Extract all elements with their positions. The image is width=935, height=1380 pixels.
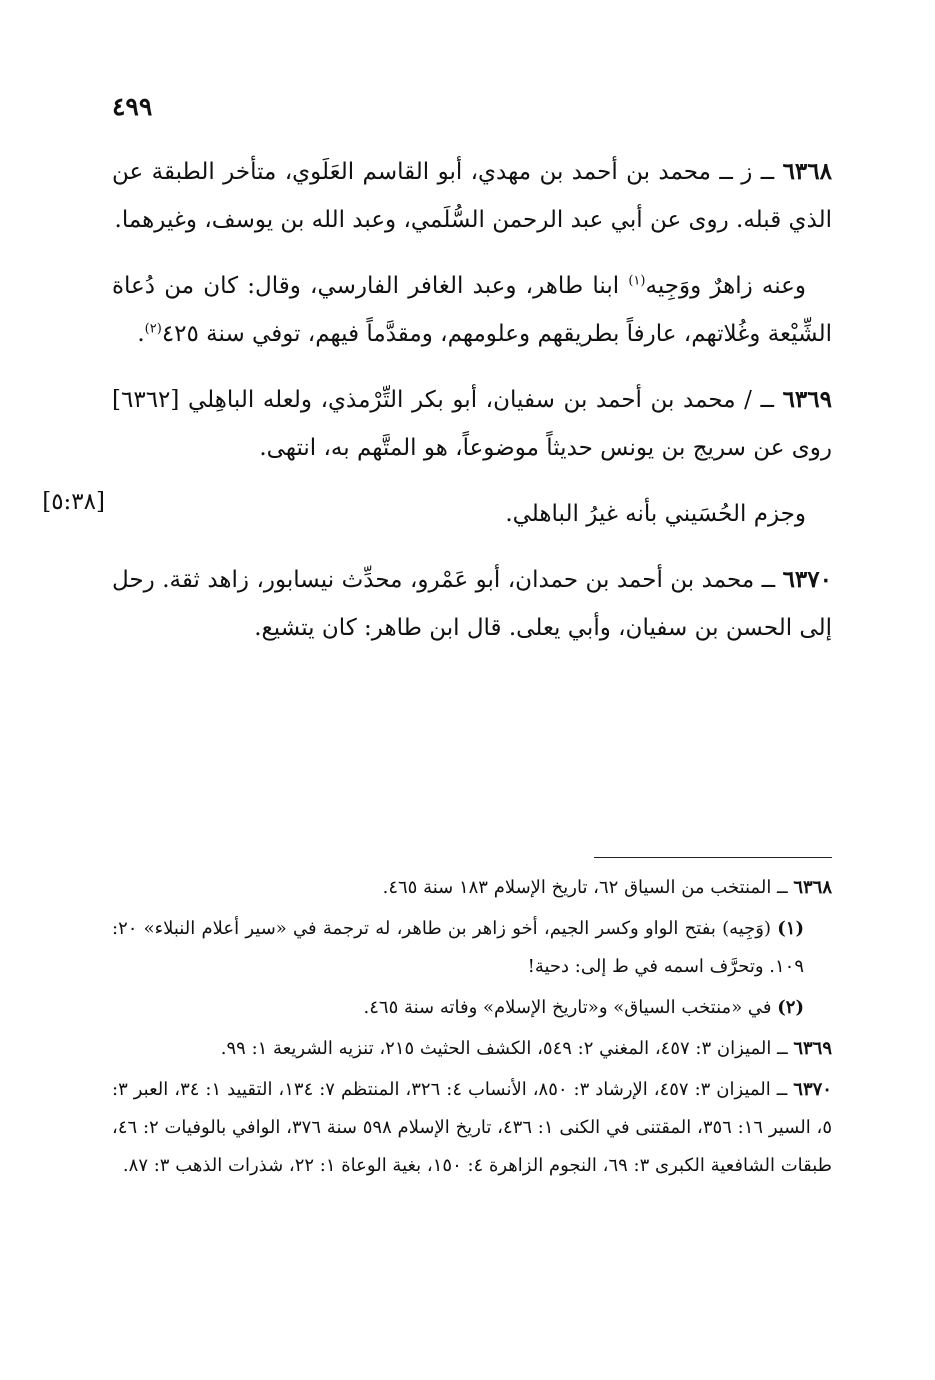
footnote-text: ــ الميزان ٣: ٤٥٧، المغني ٢: ٥٤٩، الكشف الحثيث ٢١٥، تنزيه الشريعة ١: ٩٩. xyxy=(220,1038,794,1059)
footnote-6368 xyxy=(112,869,832,907)
entry-number: ٦٣٦٨ xyxy=(782,158,832,185)
footnote-number: (٢) xyxy=(777,997,804,1018)
footnote-2 xyxy=(112,989,832,1027)
footnote-text: في «منتخب السياق» و«تاريخ الإسلام» وفاته سنة ٤٦٥. xyxy=(363,997,778,1018)
entry-6368-continuation xyxy=(112,262,832,358)
paragraph-text: . xyxy=(137,321,145,347)
footnote-1 xyxy=(112,910,832,986)
footnote-text: ــ المنتخب من السياق ٦٢، تاريخ الإسلام ١٨٣ سنة ٤٦٥. xyxy=(382,877,794,898)
paragraph-text: وعنه زاهرٌ ووَجِيه xyxy=(645,273,806,299)
footnotes xyxy=(112,869,832,1188)
entry-6370 xyxy=(112,556,832,652)
entry-6369-continuation: وجزم الحُسَيني بأنه غيرُ الباهلي. xyxy=(505,501,806,527)
entry-text: ــ / محمد بن أحمد بن سفيان، أبو بكر التِّرْمذي، ولعله الباهِلي [٦٣٦٢] روى عن سريج بن يونس حديثاً موضوعاً، هو المتَّهم به، انتهى. xyxy=(112,387,832,461)
footnote-number: (١) xyxy=(777,918,804,939)
paragraph-text: ابنا طاهر، وعبد الغافر الفارسي، وقال: كان من دُعاة الشِّيْعة وغُلاتهم، عارفاً بطريقهم وعلومهم، ومقدَّماً فيهم، توفي سنة ٤٢٥ xyxy=(112,273,832,347)
footnote-number: ٦٣٦٩ xyxy=(793,1038,832,1059)
footnote-6369 xyxy=(112,1030,832,1068)
entry-text: ــ ز ــ محمد بن أحمد بن مهدي، أبو القاسم العَلَوي، متأخر الطبقة عن الذي قبله. روى عن أبي عبد الرحمن السُّلَمي، وعبد الله بن يوسف، وغيرهما. xyxy=(112,159,832,233)
entry-6368 xyxy=(112,148,832,244)
entry-text: ــ محمد بن أحمد بن حمدان، أبو عَمْرو، محدِّث نيسابور، زاهد ثقة. رحل إلى الحسن بن سفيان، وأبي يعلى. قال ابن طاهر: كان يتشيع. xyxy=(112,567,832,641)
footnote-marker: (٢) xyxy=(144,321,162,337)
entry-number: ٦٣٧٠ xyxy=(782,566,832,593)
footnote-6370 xyxy=(112,1071,832,1185)
footnote-marker: (١) xyxy=(628,273,646,289)
page-number: ٤٩٩ xyxy=(112,92,153,121)
entry-6369 xyxy=(112,376,832,472)
margin-volume-reference: [٥:٣٨] xyxy=(42,489,105,515)
footnote-number: ٦٣٧٠ xyxy=(793,1079,832,1100)
footnote-text: ــ الميزان ٣: ٤٥٧، الإرشاد ٣: ٨٥٠، الأنساب ٤: ٣٢٦، المنتظم ٧: ١٣٤، التقييد ١: ٣٤، العبر ٣: ٥، السير ١٦: ٣٥٦، المقتنى في الكنى ١: ٤٣٦، تاريخ الإسلام ٥٩٨ سنة ٣٧٦، الوافي بالوفيات ٢: ٤٦، طبقات الشافعية الكبرى ٣: ٦٩، النجوم الزاهرة ٤: ١٥٠، بغية الوعاة ١: ٢٢، شذرات الذهب ٣: ٨٧. xyxy=(112,1079,832,1176)
main-text xyxy=(112,148,832,670)
entry-number: ٦٣٦٩ xyxy=(782,386,832,413)
footnote-divider xyxy=(594,857,832,858)
footnote-text: (وَجِيه) بفتح الواو وكسر الجيم، أخو زاهر بن طاهر، له ترجمة في «سير أعلام النبلاء» ٢٠: ١٠٩. وتحرَّف اسمه في ط إلى: دحية! xyxy=(112,918,804,977)
footnote-number: ٦٣٦٨ xyxy=(793,877,832,898)
